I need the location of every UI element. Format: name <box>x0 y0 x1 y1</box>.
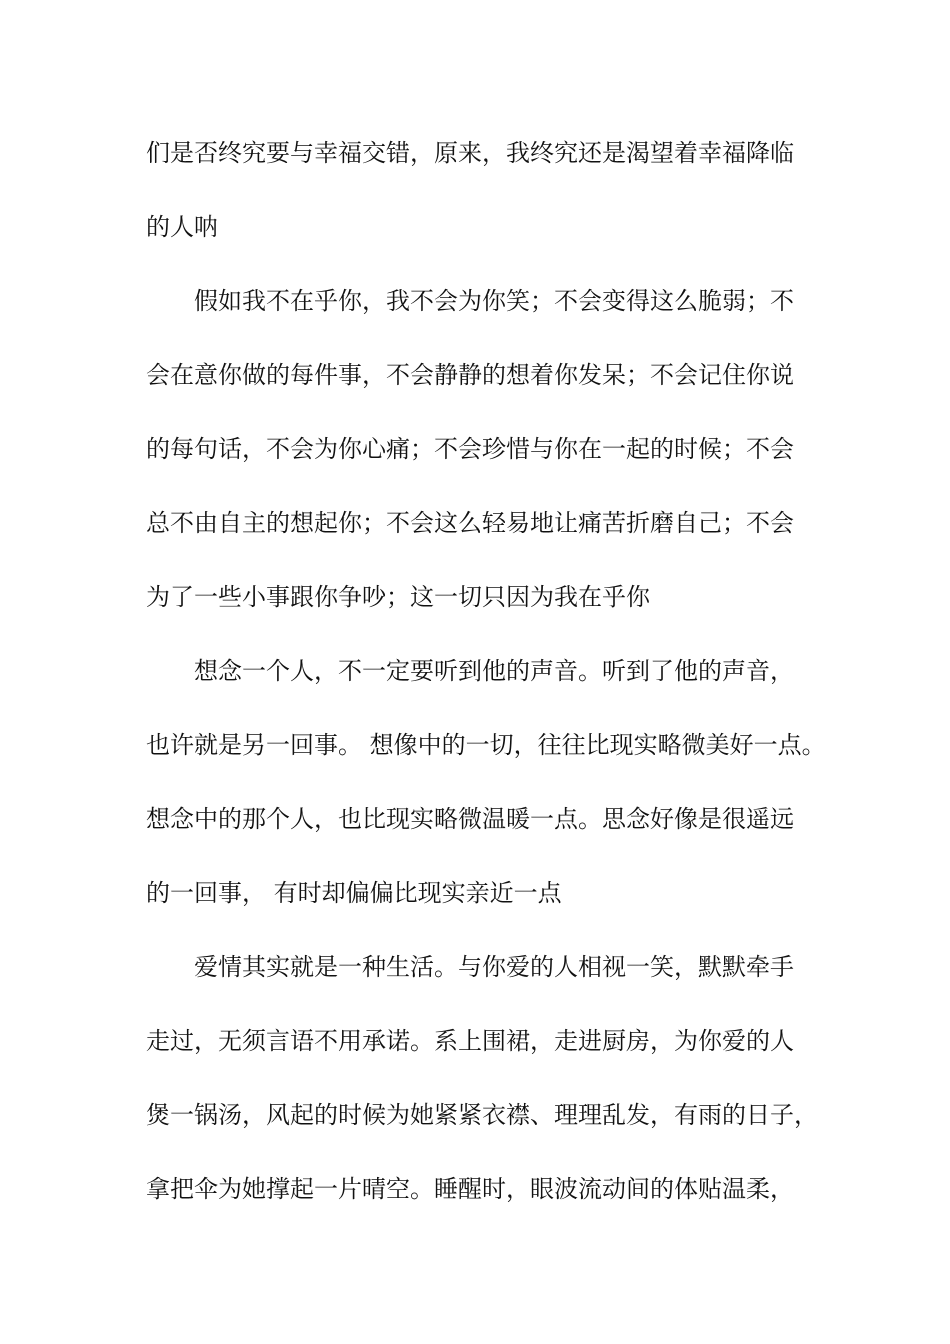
text-line: 的人呐 <box>146 213 218 241</box>
text-line: 总不由自主的想起你；不会这么轻易地让痛苦折磨自己；不会 <box>146 509 794 537</box>
text-line: 的每句话，不会为你心痛；不会珍惜与你在一起的时候；不会 <box>146 435 794 463</box>
text-line: 走过，无须言语不用承诺。系上围裙，走进厨房，为你爱的人 <box>146 1027 794 1055</box>
paragraph-start-line: 假如我不在乎你，我不会为你笑；不会变得这么脆弱；不 <box>194 287 794 315</box>
text-line: 煲一锅汤，风起的时候为她紧紧衣襟、理理乱发，有雨的日子， <box>146 1101 818 1129</box>
paragraph-start-line: 想念一个人，不一定要听到他的声音。听到了他的声音， <box>194 657 794 685</box>
text-line: 们是否终究要与幸福交错，原来，我终究还是渴望着幸福降临 <box>146 139 794 167</box>
text-line: 想念中的那个人，也比现实略微温暖一点。思念好像是很遥远 <box>146 805 794 833</box>
text-line: 会在意你做的每件事，不会静静的想着你发呆；不会记住你说 <box>146 361 794 389</box>
text-line: 拿把伞为她撑起一片晴空。睡醒时，眼波流动间的体贴温柔， <box>146 1175 794 1203</box>
text-line: 也许就是另一回事。 想像中的一切，往往比现实略微美好一点。 <box>146 731 826 759</box>
paragraph-start-line: 爱情其实就是一种生活。与你爱的人相视一笑，默默牵手 <box>194 953 794 981</box>
text-line: 为了一些小事跟你争吵；这一切只因为我在乎你 <box>146 583 650 611</box>
text-line: 的一回事， 有时却偏偏比现实亲近一点 <box>146 879 562 907</box>
body-text <box>146 129 836 1239</box>
